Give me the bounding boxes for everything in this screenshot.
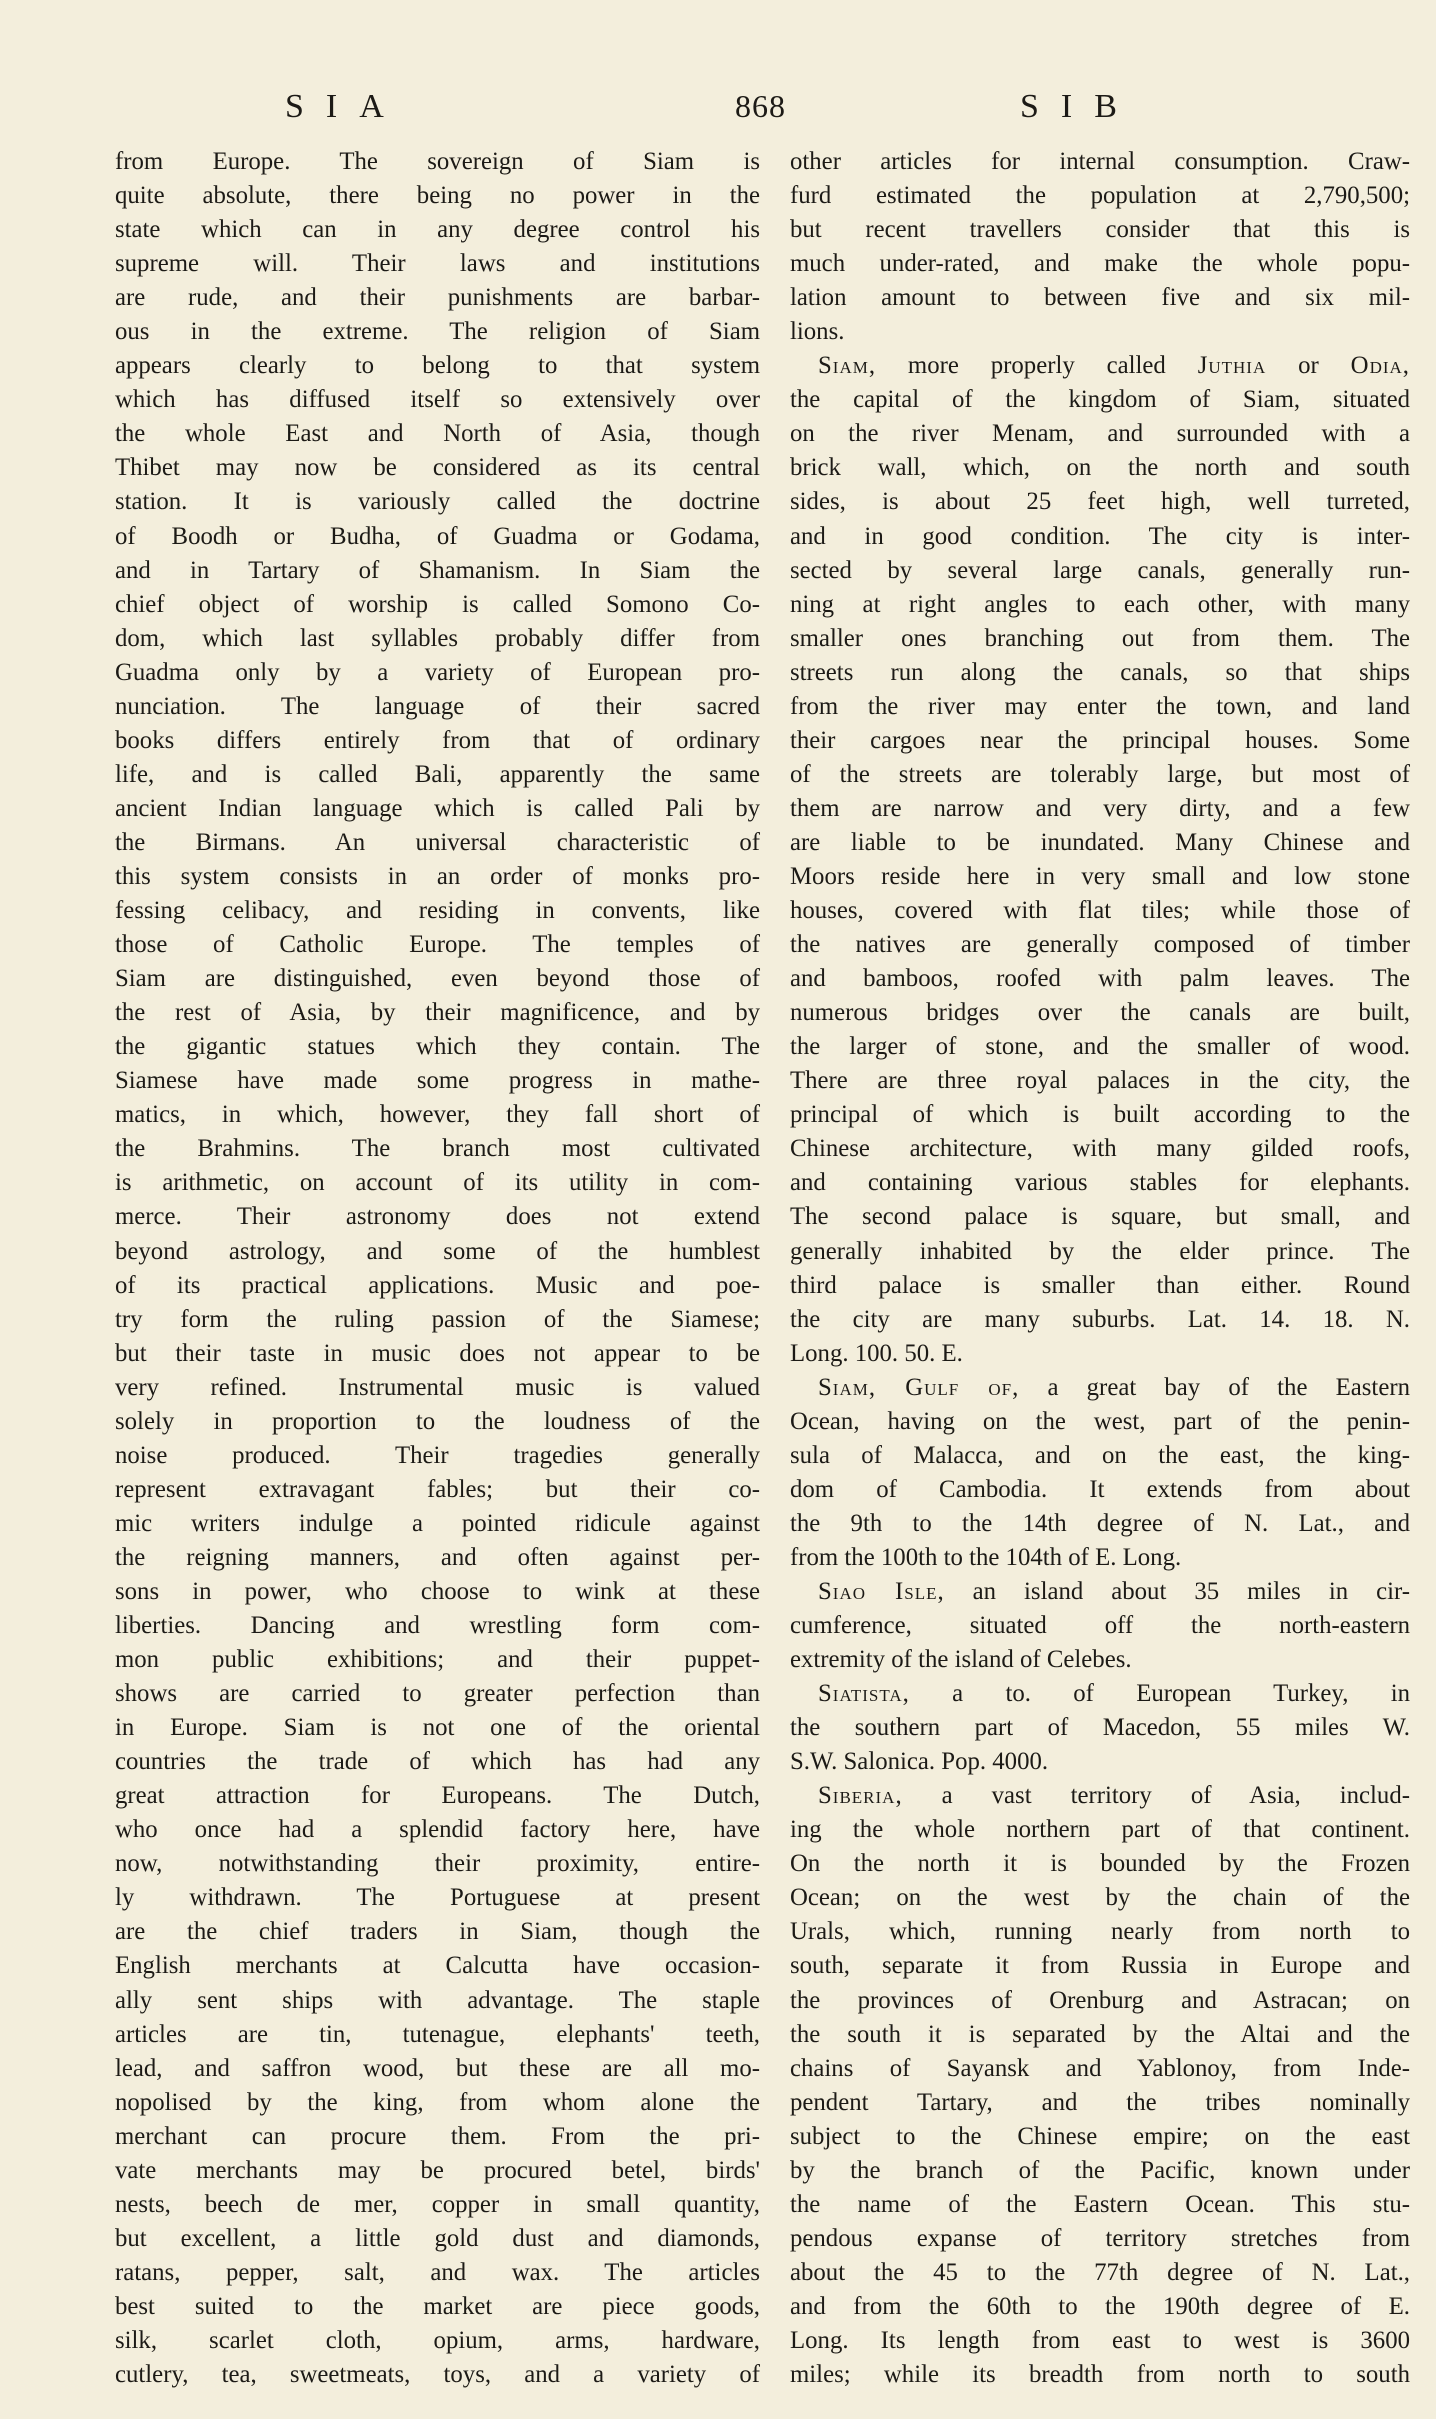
header-right-guide-word: SIB — [1020, 88, 1139, 125]
text-line: ous in the extreme. The religion of Siam — [115, 318, 760, 346]
entry-text: of the streets are tolerably large, but most of — [790, 760, 1410, 788]
text-line — [790, 554, 1410, 588]
text-line — [790, 1847, 1410, 1881]
text-line: noise produced. Their tragedies generally — [115, 1441, 760, 1469]
entry-text: the southern part of Macedon, 55 miles W. — [790, 1714, 1410, 1742]
text-line — [790, 520, 1410, 554]
text-line — [790, 1711, 1410, 1745]
text-line — [790, 2188, 1410, 2222]
entry-text: generally inhabited by the elder prince. The — [790, 1237, 1410, 1265]
text-line: solely in proportion to the loudness of the — [115, 1407, 760, 1435]
entry-text: the name of the Eastern Ocean. This stu- — [790, 2190, 1410, 2218]
text-line — [790, 1098, 1410, 1132]
text-line: matics, in which, however, they fall short of — [115, 1101, 760, 1129]
text-line: merchant can procure them. From the pri- — [115, 2122, 760, 2150]
text-line — [790, 860, 1410, 894]
text-line: now, notwithstanding their proximity, entire- — [115, 1850, 760, 1878]
text-line: from Europe. The sovereign of Siam is — [115, 148, 760, 175]
entry-text: furd estimated the population at 2,790,500; — [790, 182, 1410, 210]
entry-text: or — [1266, 352, 1351, 380]
entry-text: their cargoes near the principal houses. Some — [790, 726, 1410, 754]
entry-text: a to. of European Turkey, in — [909, 1680, 1410, 1708]
entry-text: pendent Tartary, and the tribes nominally — [790, 2088, 1410, 2116]
text-line — [790, 315, 1410, 349]
text-line — [790, 2086, 1410, 2120]
text-line: the reigning manners, and often against per- — [115, 1543, 760, 1571]
entry-text: from the 100th to the 104th of E. Long. — [790, 1543, 1182, 1571]
text-line — [790, 1881, 1410, 1915]
text-line — [790, 2154, 1410, 2188]
text-line: the Brahmins. The branch most cultivated — [115, 1135, 760, 1163]
text-line: nunciation. The language of their sacred — [115, 692, 760, 720]
entry-text: numerous bridges over the canals are built, — [790, 999, 1410, 1027]
right-text-column — [790, 145, 1410, 2392]
text-line: in Europe. Siam is not one of the oriental — [115, 1714, 760, 1742]
text-line — [790, 145, 1410, 179]
entry-text: by the branch of the Pacific, known under — [790, 2156, 1410, 2184]
entry-text: the 9th to the 14th degree of N. Lat., and — [790, 1509, 1410, 1537]
entry-text: brick wall, which, on the north and south — [790, 454, 1410, 482]
entry-first-line — [790, 349, 1410, 383]
text-line: are rude, and their punishments are barbar- — [115, 284, 760, 312]
text-line — [790, 2052, 1410, 2086]
entry-text: third palace is smaller than either. Round — [790, 1271, 1410, 1299]
text-line: shows are carried to greater perfection than — [115, 1680, 760, 1708]
text-line — [790, 1235, 1410, 1269]
text-line: ancient Indian language which is called Pali by — [115, 794, 760, 822]
entry-text: The second palace is square, but small, and — [790, 1203, 1410, 1231]
text-line: mic writers indulge a pointed ridicule against — [115, 1509, 760, 1537]
text-line — [790, 758, 1410, 792]
text-line: merce. Their astronomy does not extend — [115, 1203, 760, 1231]
text-line — [790, 1984, 1410, 2018]
text-line: Thibet may now be considered as its central — [115, 454, 760, 482]
entry-text: Long. Its length from east to west is 3600 — [790, 2327, 1410, 2354]
entry-text: are liable to be inundated. Many Chinese and — [790, 828, 1410, 856]
text-line — [790, 724, 1410, 758]
text-line: and in Tartary of Shamanism. In Siam the — [115, 556, 760, 584]
text-line — [790, 928, 1410, 962]
entry-text: dom of Cambodia. It extends from about — [790, 1475, 1410, 1503]
entry-text: Urals, which, running nearly from north to — [790, 1918, 1410, 1946]
text-line: try form the ruling passion of the Siamese; — [115, 1305, 760, 1333]
entry-text: miles; while its breadth from north to south — [790, 2361, 1410, 2389]
text-line — [790, 1949, 1410, 1983]
entry-text: ing the whole northern part of that continent. — [790, 1816, 1410, 1844]
text-line: life, and is called Bali, apparently the same — [115, 760, 760, 788]
text-line: ly withdrawn. The Portuguese at present — [115, 1884, 760, 1912]
text-line — [790, 1064, 1410, 1098]
entry-text: the capital of the kingdom of Siam, situated — [790, 386, 1410, 414]
entry-text: lions. — [790, 318, 845, 346]
text-line: state which can in any degree control his — [115, 216, 760, 244]
entry-text: There are three royal palaces in the city, the — [790, 1067, 1410, 1095]
text-line: countries the trade of which has had any — [115, 1748, 760, 1776]
text-line: the Birmans. An universal characteristic of — [115, 828, 760, 856]
text-line: dom, which last syllables probably differ from — [115, 624, 760, 652]
entry-headword: Juthia — [1197, 352, 1267, 380]
text-line: silk, scarlet cloth, opium, arms, hardware, — [115, 2327, 760, 2354]
text-line: who once had a splendid factory here, have — [115, 1816, 760, 1844]
entry-text: houses, covered with flat tiles; while those of — [790, 897, 1410, 925]
text-line — [790, 1030, 1410, 1064]
text-line — [790, 1166, 1410, 1200]
entry-text: pendous expanse of territory stretches from — [790, 2224, 1410, 2252]
text-line — [790, 2290, 1410, 2324]
entry-text: and bamboos, roofed with palm leaves. The — [790, 965, 1410, 993]
text-line — [790, 179, 1410, 213]
text-line: ratans, pepper, salt, and wax. The articles — [115, 2258, 760, 2286]
text-line — [790, 1132, 1410, 1166]
entry-text: about the 45 to the 77th degree of N. Lat., — [790, 2258, 1410, 2286]
text-line — [790, 1915, 1410, 1949]
text-line — [790, 2120, 1410, 2154]
entry-text: and containing various stables for elephants. — [790, 1169, 1410, 1197]
entry-first-line — [790, 1677, 1410, 1711]
text-line: of its practical applications. Music and poe- — [115, 1271, 760, 1299]
entry-text: Ocean, having on the west, part of the penin- — [790, 1407, 1410, 1435]
entry-text: the city are many suburbs. Lat. 14. 18. N. — [790, 1305, 1410, 1333]
text-line: English merchants at Calcutta have occasion- — [115, 1952, 760, 1980]
entry-text: much under-rated, and make the whole popu- — [790, 250, 1410, 278]
header-left-guide-word: SIA — [285, 88, 406, 125]
entry-text: the south it is separated by the Altai and the — [790, 2020, 1410, 2048]
entry-text: but recent travellers consider that this is — [790, 216, 1410, 244]
entry-headword: Siatista, — [818, 1680, 910, 1708]
entry-text: the larger of stone, and the smaller of wood. — [790, 1033, 1410, 1061]
entry-text: from the river may enter the town, and land — [790, 692, 1410, 720]
text-line — [790, 1609, 1410, 1643]
entry-text: Chinese architecture, with many gilded roofs, — [790, 1135, 1410, 1163]
text-line: great attraction for Europeans. The Dutch, — [115, 1782, 760, 1810]
entry-first-line — [790, 1575, 1410, 1609]
text-line: liberties. Dancing and wrestling form com- — [115, 1612, 760, 1640]
entry-text: streets run along the canals, so that ships — [790, 658, 1410, 686]
entry-text: and in good condition. The city is inter- — [790, 522, 1410, 550]
left-text-column — [115, 145, 760, 2392]
entry-text: on the river Menam, and surrounded with a — [790, 420, 1410, 448]
text-line — [790, 383, 1410, 417]
text-line — [790, 281, 1410, 315]
entry-text: chains of Sayansk and Yablonoy, from Inde- — [790, 2054, 1410, 2082]
text-line: the gigantic statues which they contain. The — [115, 1033, 760, 1061]
text-line — [790, 1200, 1410, 1234]
entry-first-line — [790, 1371, 1410, 1405]
entry-text: south, separate it from Russia in Europe and — [790, 1952, 1410, 1980]
entry-text: Long. 100. 50. E. — [790, 1339, 963, 1367]
text-line: station. It is variously called the doctrine — [115, 488, 760, 516]
entry-text: them are narrow and very dirty, and a few — [790, 794, 1410, 822]
entry-text: sected by several large canals, generally run- — [790, 556, 1410, 584]
text-line — [790, 690, 1410, 724]
entry-text: Moors reside here in very small and low stone — [790, 862, 1410, 890]
entry-text: other articles for internal consumption. Craw- — [790, 148, 1410, 175]
text-line: nests, beech de mer, copper in small quantity, — [115, 2190, 760, 2218]
entry-text: an island about 35 miles in cir- — [944, 1577, 1410, 1605]
text-line: quite absolute, there being no power in the — [115, 182, 760, 210]
text-line — [790, 1813, 1410, 1847]
text-line — [790, 2358, 1410, 2392]
entry-text: the provinces of Orenburg and Astracan; on — [790, 1986, 1410, 2014]
entry-headword: Siam, Gulf of, — [818, 1373, 1020, 1401]
text-line — [790, 2324, 1410, 2358]
text-line — [790, 1507, 1410, 1541]
entry-text: cumference, situated off the north-eastern — [790, 1612, 1410, 1640]
entry-text: more properly called — [876, 352, 1198, 380]
entry-text: a vast territory of Asia, includ- — [902, 1782, 1410, 1810]
text-line — [790, 1269, 1410, 1303]
text-line: cutlery, tea, sweetmeats, toys, and a variety of — [115, 2361, 760, 2389]
text-line — [790, 451, 1410, 485]
entry-text: subject to the Chinese empire; on the east — [790, 2122, 1410, 2150]
text-line: Siamese have made some progress in mathe- — [115, 1067, 760, 1095]
text-line — [790, 213, 1410, 247]
text-line — [790, 1439, 1410, 1473]
text-line — [790, 792, 1410, 826]
text-line — [790, 894, 1410, 928]
text-line: books differs entirely from that of ordinary — [115, 726, 760, 754]
text-line — [790, 417, 1410, 451]
text-line — [790, 1337, 1410, 1371]
text-line: but excellent, a little gold dust and diamonds, — [115, 2224, 760, 2252]
entry-text: ning at right angles to each other, with many — [790, 590, 1410, 618]
text-line: appears clearly to belong to that system — [115, 352, 760, 380]
text-line — [790, 962, 1410, 996]
text-line: ally sent ships with advantage. The staple — [115, 1986, 760, 2014]
entry-text: extremity of the island of Celebes. — [790, 1646, 1132, 1674]
text-line: but their taste in music does not appear to be — [115, 1339, 760, 1367]
text-line: those of Catholic Europe. The temples of — [115, 931, 760, 959]
text-line: supreme will. Their laws and institutions — [115, 250, 760, 278]
running-header — [0, 88, 1436, 138]
text-line: the rest of Asia, by their magnificence, and by — [115, 999, 760, 1027]
entry-text: sides, is about 25 feet high, well turreted, — [790, 488, 1410, 516]
text-line: articles are tin, tutenague, elephants' teeth, — [115, 2020, 760, 2048]
entry-headword: Odia, — [1350, 352, 1410, 380]
text-line — [790, 2256, 1410, 2290]
text-line — [790, 826, 1410, 860]
entry-text: the natives are generally composed of timber — [790, 931, 1410, 959]
entry-text: S.W. Salonica. Pop. 4000. — [790, 1748, 1049, 1776]
text-line — [790, 588, 1410, 622]
text-line — [790, 2018, 1410, 2052]
text-line — [790, 247, 1410, 281]
text-line: represent extravagant fables; but their co- — [115, 1475, 760, 1503]
text-line: very refined. Instrumental music is valued — [115, 1373, 760, 1401]
entry-first-line — [790, 1779, 1410, 1813]
text-line — [790, 996, 1410, 1030]
text-line — [790, 2222, 1410, 2256]
entry-text: sula of Malacca, and on the east, the king- — [790, 1441, 1410, 1469]
text-line — [790, 1541, 1410, 1575]
entry-headword: Siao Isle, — [818, 1577, 945, 1605]
text-line: beyond astrology, and some of the humblest — [115, 1237, 760, 1265]
entry-text: a great bay of the Eastern — [1019, 1373, 1410, 1401]
text-line: the whole East and North of Asia, though — [115, 420, 760, 448]
entry-text: On the north it is bounded by the Frozen — [790, 1850, 1410, 1878]
text-line: of Boodh or Budha, of Guadma or Godama, — [115, 522, 760, 550]
text-line: Guadma only by a variety of European pro- — [115, 658, 760, 686]
text-line — [790, 1473, 1410, 1507]
text-line: fessing celibacy, and residing in convents, like — [115, 897, 760, 925]
text-line: which has diffused itself so extensively over — [115, 386, 760, 414]
text-line: is arithmetic, on account of its utility in com- — [115, 1169, 760, 1197]
text-line: sons in power, who choose to wink at these — [115, 1577, 760, 1605]
entry-text: and from the 60th to the 190th degree of E. — [790, 2292, 1410, 2320]
text-line: are the chief traders in Siam, though the — [115, 1918, 760, 1946]
text-line: mon public exhibitions; and their puppet- — [115, 1646, 760, 1674]
page-number: 868 — [735, 88, 786, 124]
text-line — [790, 1643, 1410, 1677]
text-line: this system consists in an order of monks pro- — [115, 862, 760, 890]
entry-headword: Siam, — [818, 352, 877, 380]
text-line — [790, 485, 1410, 519]
entry-text: smaller ones branching out from them. The — [790, 624, 1410, 652]
entry-text: Ocean; on the west by the chain of the — [790, 1884, 1410, 1912]
text-line — [790, 656, 1410, 690]
text-line — [790, 1303, 1410, 1337]
text-line: best suited to the market are piece goods, — [115, 2292, 760, 2320]
text-line: nopolised by the king, from whom alone the — [115, 2088, 760, 2116]
text-line: lead, and saffron wood, but these are all mo- — [115, 2054, 760, 2082]
text-line — [790, 1405, 1410, 1439]
text-line — [790, 1745, 1410, 1779]
entry-text: lation amount to between five and six mil- — [790, 284, 1410, 312]
text-line — [790, 622, 1410, 656]
entry-text: principal of which is built according to the — [790, 1101, 1410, 1129]
entry-headword: Siberia, — [818, 1782, 903, 1810]
text-line: Siam are distinguished, even beyond those of — [115, 965, 760, 993]
text-line: vate merchants may be procured betel, birds' — [115, 2156, 760, 2184]
text-line: chief object of worship is called Somono Co- — [115, 590, 760, 618]
